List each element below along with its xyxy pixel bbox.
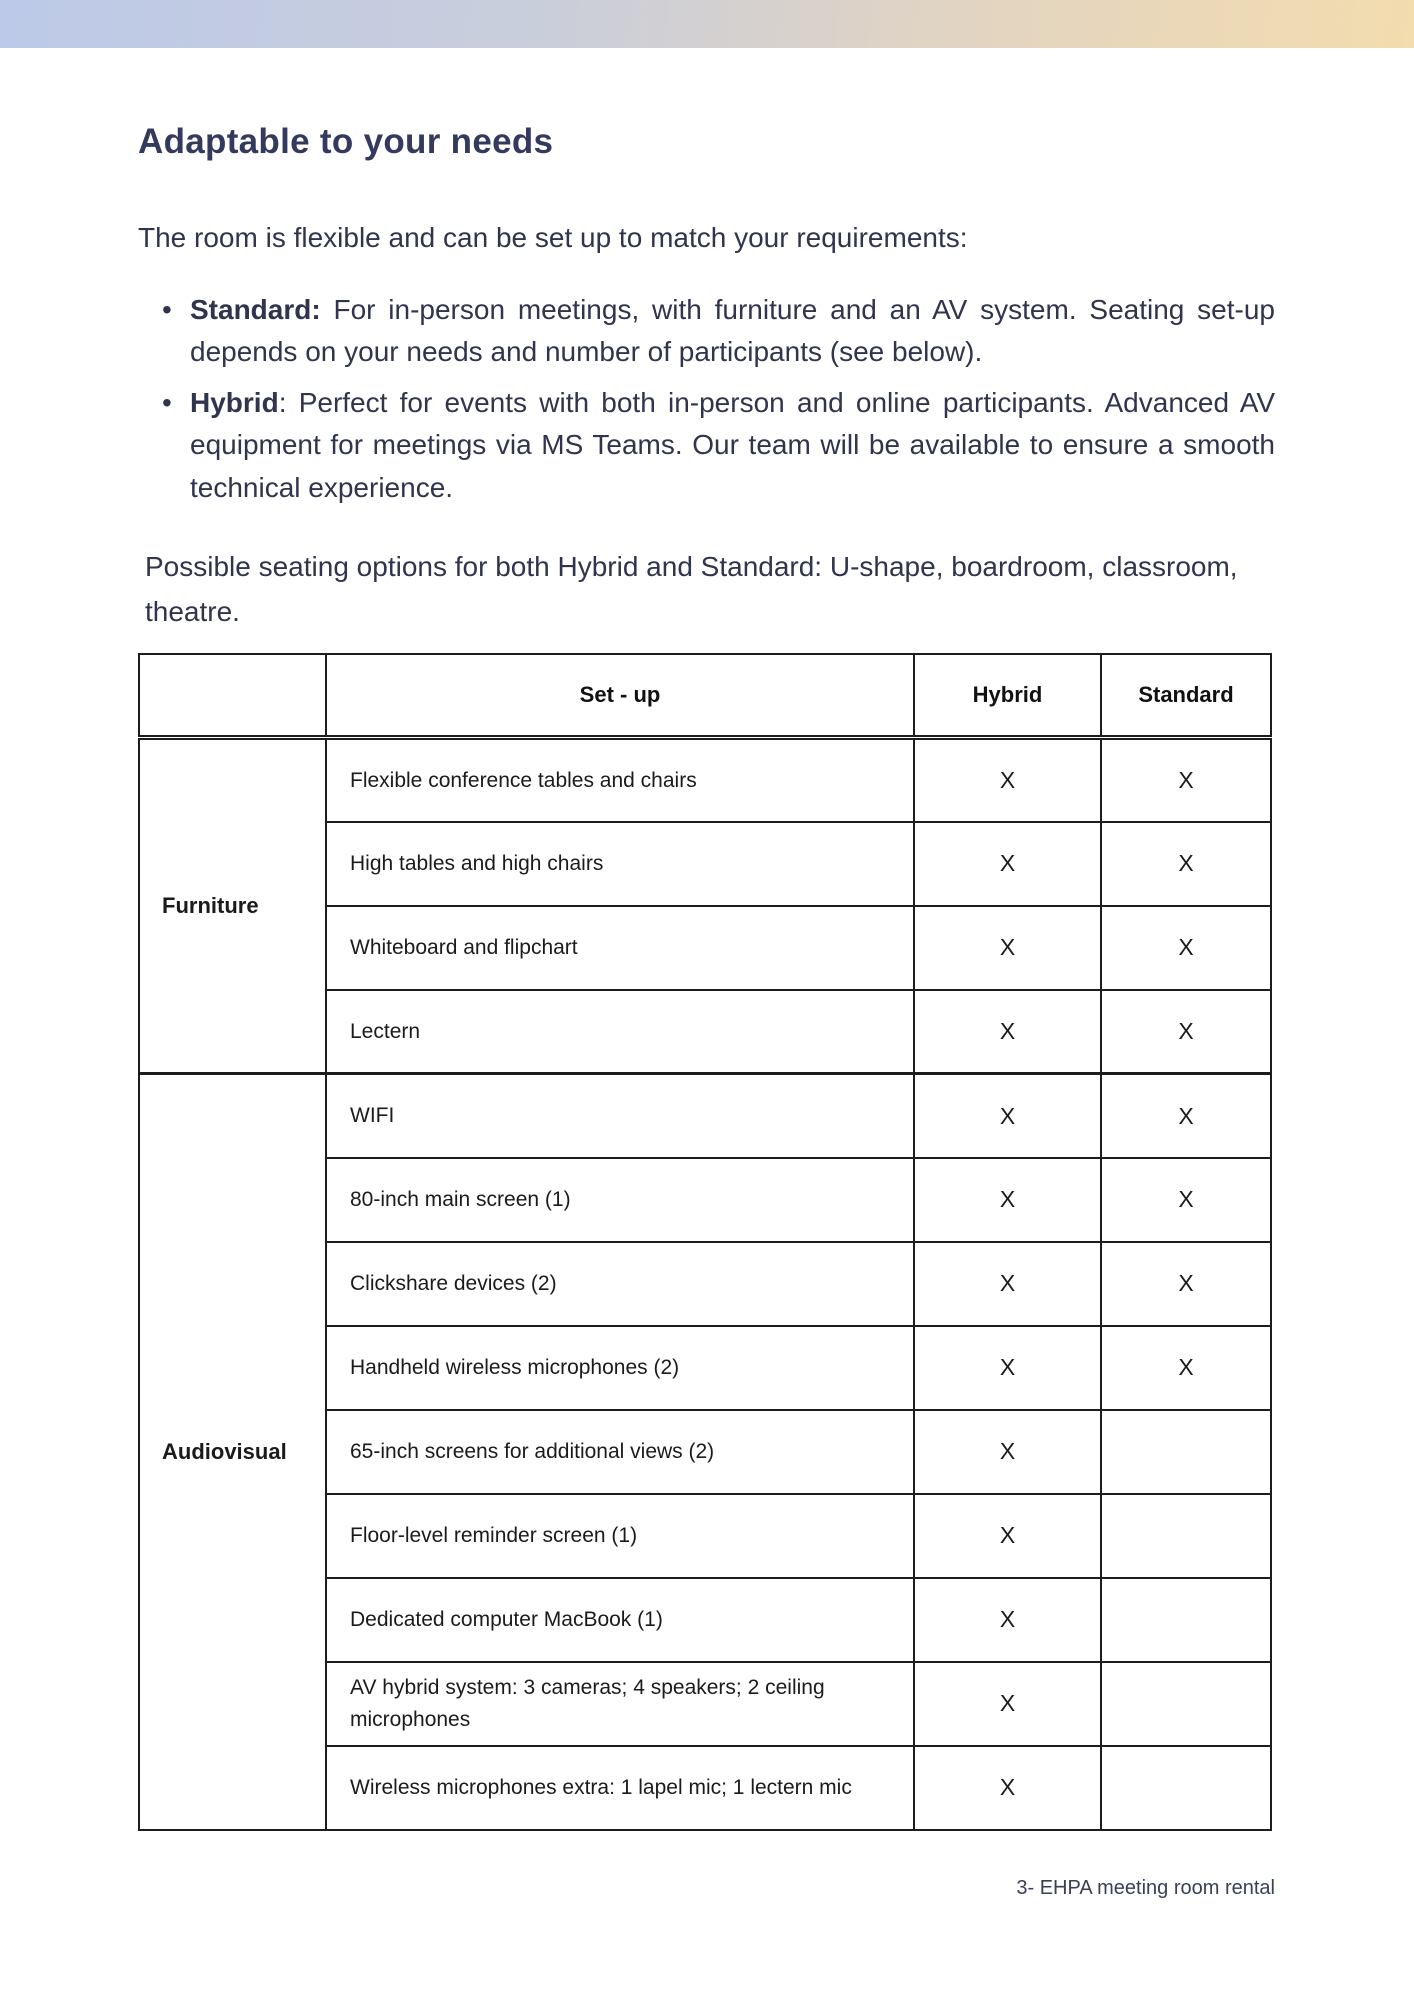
standard-mark: X [1101, 1158, 1271, 1242]
item-name: Dedicated computer MacBook (1) [326, 1578, 914, 1662]
hybrid-mark: X [914, 1326, 1101, 1410]
standard-mark [1101, 1662, 1271, 1746]
hybrid-mark: X [914, 906, 1101, 990]
standard-mark: X [1101, 822, 1271, 906]
standard-option-label: Standard: [190, 293, 321, 325]
item-name: WIFI [326, 1074, 914, 1158]
table-row [139, 738, 1271, 822]
header-standard: Standard [1101, 654, 1271, 738]
standard-mark [1101, 1410, 1271, 1494]
hybrid-mark: X [914, 1158, 1101, 1242]
item-name: 80-inch main screen (1) [326, 1158, 914, 1242]
standard-mark: X [1101, 1326, 1271, 1410]
hybrid-mark: X [914, 1074, 1101, 1158]
hybrid-mark: X [914, 990, 1101, 1074]
standard-mark: X [1101, 1074, 1271, 1158]
hybrid-option-label: Hybrid [190, 386, 279, 418]
list-item-hybrid [190, 382, 1275, 510]
table-header-row [139, 654, 1271, 738]
seating-options-paragraph: Possible seating options for both Hybrid and Standard: U-shape, boardroom, classroom, theatre. [145, 551, 1238, 628]
item-name: 65-inch screens for additional views (2) [326, 1410, 914, 1494]
header-category [139, 654, 326, 738]
page-footer: 3- EHPA meeting room rental [1016, 1876, 1275, 1899]
hybrid-mark: X [914, 1662, 1101, 1746]
item-name: High tables and high chairs [326, 822, 914, 906]
item-name: Whiteboard and flipchart [326, 906, 914, 990]
standard-mark [1101, 1578, 1271, 1662]
decorative-header-bar [0, 0, 1414, 48]
item-name: Handheld wireless microphones (2) [326, 1326, 914, 1410]
page-content [0, 122, 1414, 1900]
item-name: AV hybrid system: 3 cameras; 4 speakers; 2 ceiling microphones [326, 1662, 914, 1746]
hybrid-mark: X [914, 1410, 1101, 1494]
hybrid-mark: X [914, 1578, 1101, 1662]
equipment-table [138, 653, 1272, 1831]
item-name: Floor-level reminder screen (1) [326, 1494, 914, 1578]
item-name: Clickshare devices (2) [326, 1242, 914, 1326]
hybrid-option-text: : Perfect for events with both in-person and online participants. Advanced AV equipment for meetings via MS Teams. Our team will be available to ensure a smooth technical experience. [190, 386, 1275, 503]
group-label-furniture: Furniture [139, 738, 326, 1074]
intro-paragraph: The room is flexible and can be set up to match your requirements: [138, 222, 968, 253]
hybrid-mark: X [914, 822, 1101, 906]
table-row [139, 1074, 1271, 1158]
hybrid-mark: X [914, 738, 1101, 822]
standard-option-text: For in-person meetings, with furniture and an AV system. Seating set-up depends on your needs and number of participants (see below). [190, 293, 1275, 368]
hybrid-mark: X [914, 1494, 1101, 1578]
group-label-audiovisual: Audiovisual [139, 1074, 326, 1830]
setup-options-list [138, 289, 1275, 510]
standard-mark: X [1101, 738, 1271, 822]
standard-mark: X [1101, 990, 1271, 1074]
hybrid-mark: X [914, 1746, 1101, 1830]
item-name: Flexible conference tables and chairs [326, 738, 914, 822]
header-setup: Set - up [326, 654, 914, 738]
standard-mark: X [1101, 1242, 1271, 1326]
standard-mark [1101, 1494, 1271, 1578]
page-title: Adaptable to your needs [138, 122, 554, 161]
item-name: Wireless microphones extra: 1 lapel mic; 1 lectern mic [326, 1746, 914, 1830]
standard-mark: X [1101, 906, 1271, 990]
hybrid-mark: X [914, 1242, 1101, 1326]
header-hybrid: Hybrid [914, 654, 1101, 738]
item-name: Lectern [326, 990, 914, 1074]
list-item-standard [190, 289, 1275, 374]
standard-mark [1101, 1746, 1271, 1830]
